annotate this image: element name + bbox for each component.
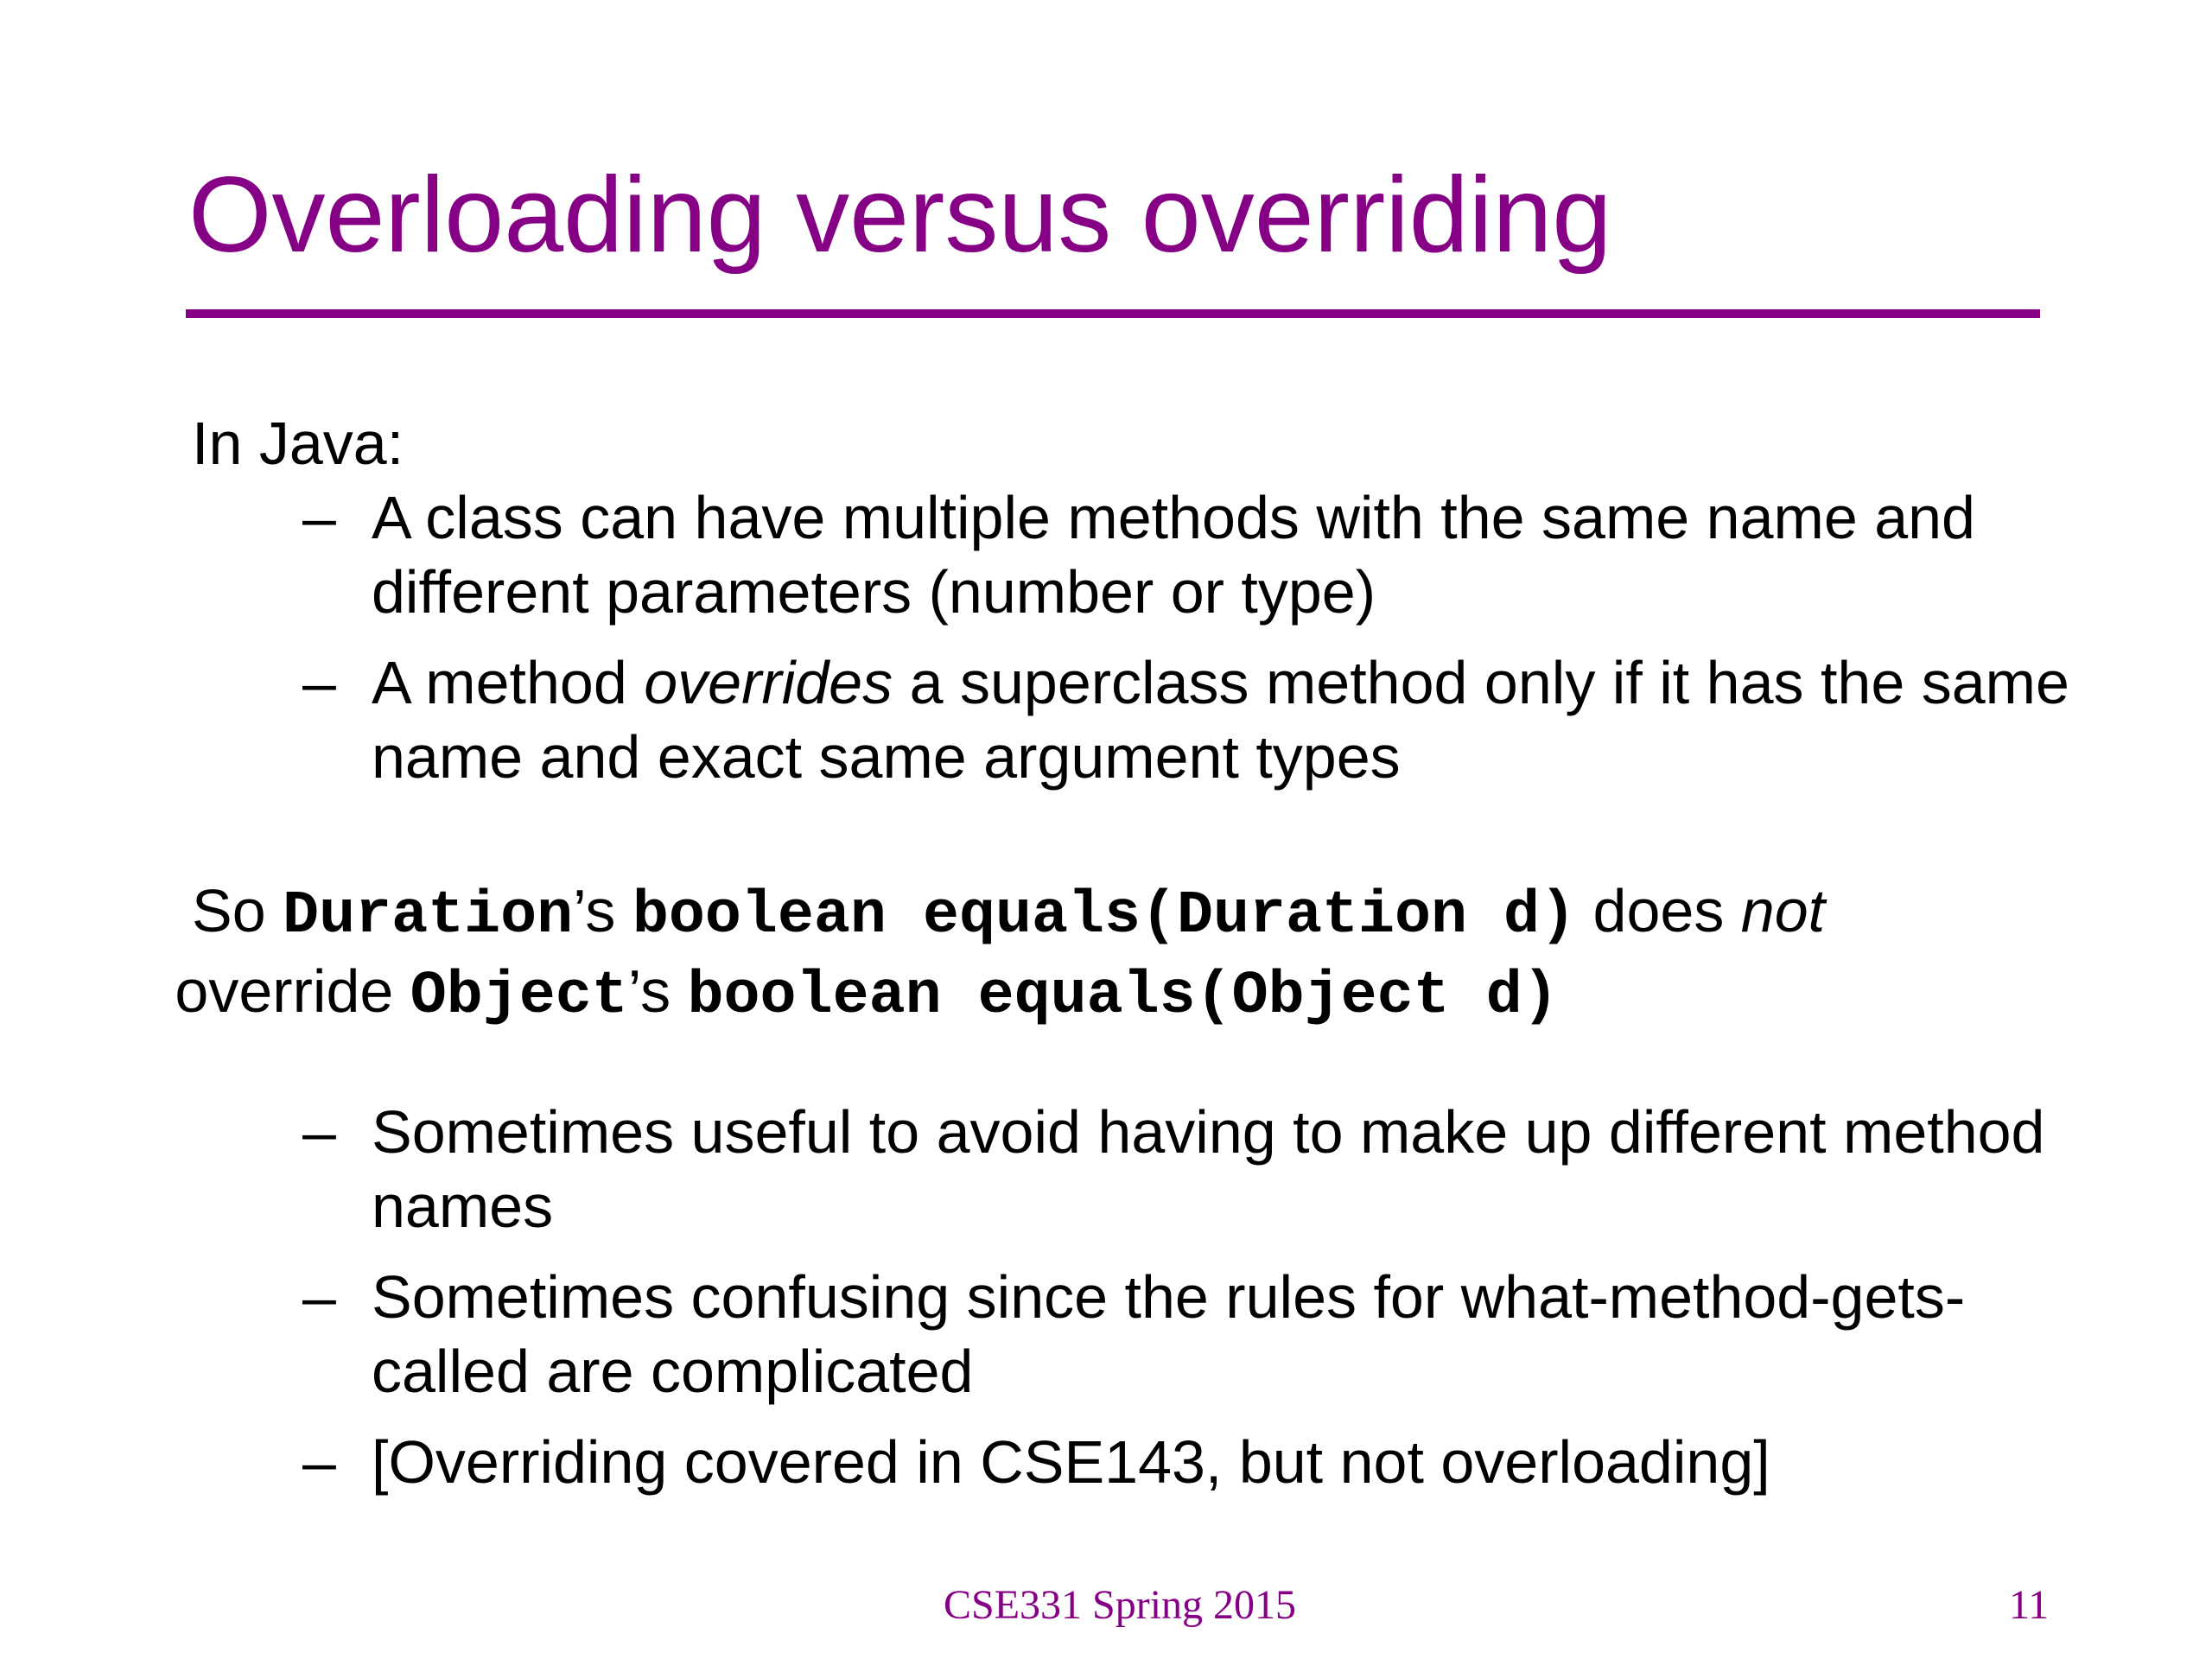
spacer (192, 794, 2093, 874)
bullet-text-post: a superclass method only if it has the same name and exact same argument types (372, 649, 2069, 791)
bullet-dash: – (302, 1263, 336, 1331)
list-item (192, 480, 2093, 629)
notes-list (192, 1095, 2093, 1499)
code-duration: Duration (283, 882, 574, 950)
bullet-dash: – (302, 1428, 336, 1496)
code-equals-object: boolean equals(Object d) (687, 963, 1559, 1031)
para-text: ’s (627, 957, 688, 1025)
intro-text: In Java: (192, 410, 404, 477)
bullet-text: [Overriding covered in CSE143, but not overloading] (372, 1428, 1770, 1496)
bullet-emphasis: overrides (644, 649, 893, 716)
bullet-dash: – (302, 649, 336, 716)
bullet-text: A class can have multiple methods with the same name and different parameters (number or type) (372, 484, 1975, 626)
bullet-text: Sometimes useful to avoid having to make up different method names (372, 1098, 2045, 1240)
bullet-text: Sometimes confusing since the rules for what-method-gets-called are complicated (372, 1263, 1966, 1405)
code-equals-duration: boolean equals(Duration d) (632, 882, 1577, 950)
java-rules-list (192, 480, 2093, 794)
para-text: does (1576, 877, 1741, 944)
para-emphasis: not (1740, 877, 1826, 944)
footer-course: CSE331 Spring 2015 (944, 1582, 1297, 1628)
list-item (192, 645, 2093, 794)
title-underline (186, 309, 2040, 318)
spacer (192, 1034, 2093, 1095)
bullet-text-pre: A method (372, 649, 645, 716)
list-item (192, 1260, 2093, 1408)
slide-title: Overloading versus overriding (188, 156, 1612, 275)
list-item (192, 1095, 2093, 1243)
para-text: So (192, 877, 283, 944)
list-item (192, 1425, 2093, 1499)
bullet-dash: – (302, 484, 336, 551)
so-paragraph (175, 874, 2093, 1034)
bullet-dash: – (302, 1098, 336, 1166)
code-object: Object (410, 963, 628, 1031)
page-number: 11 (2009, 1582, 2050, 1628)
para-text: override (175, 957, 410, 1025)
slide-body (175, 406, 2093, 1499)
para-text: ’s (573, 877, 632, 944)
